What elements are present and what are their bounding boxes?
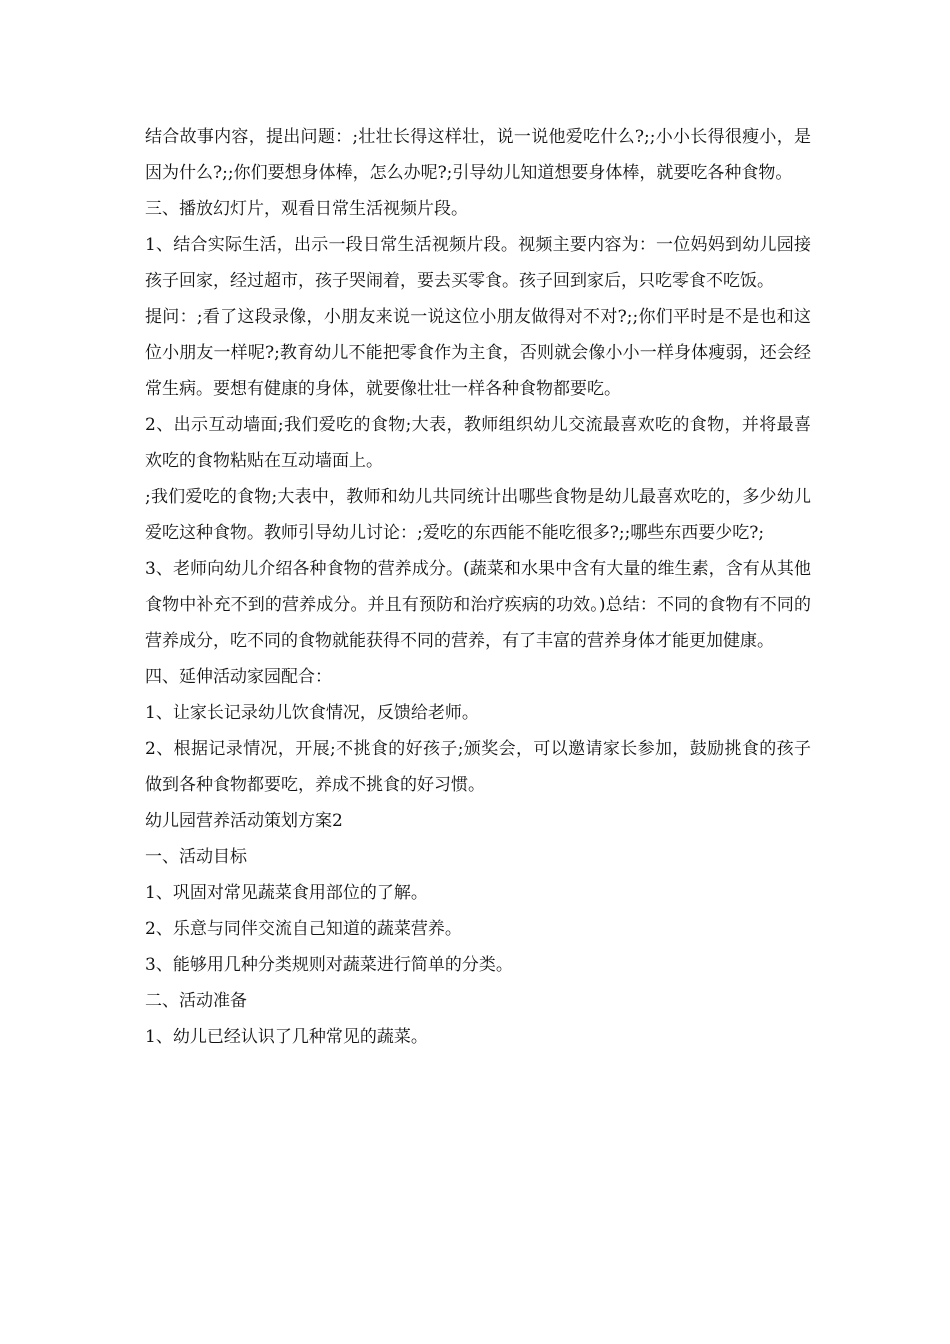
list-item-goal-1: 1、巩固对常见蔬菜食用部位的了解。 xyxy=(145,883,428,903)
paragraph-award-meeting: 2、根据记录情况，开展;不挑食的好孩子;颁奖会，可以邀请家长参加，鼓励挑食的孩子做到各种食物都要吃，养成不挑食的好习惯。 xyxy=(145,739,811,795)
paragraph-video-clip: 1、结合实际生活，出示一段日常生活视频片段。视频主要内容为：一位妈妈到幼儿园接孩子回家，经过超市，孩子哭闹着，要去买零食。孩子回到家后，只吃零食不吃饭。 xyxy=(145,235,811,291)
heading-activity-prep: 二、活动准备 xyxy=(145,991,247,1011)
list-item-goal-3: 3、能够用几种分类规则对蔬菜进行简单的分类。 xyxy=(145,955,513,975)
heading-plan-two: 幼儿园营养活动策划方案2 xyxy=(145,811,343,831)
paragraph-story-questions: 结合故事内容，提出问题：;壮壮长得这样壮，说一说他爱吃什么?;;小小长得很瘦小，是因为什么?;;你们要想身体棒，怎么办呢?;引导幼儿知道想要身体棒，就要吃各种食物。 xyxy=(145,127,811,183)
heading-section-three: 三、播放幻灯片，观看日常生活视频片段。 xyxy=(145,199,468,219)
paragraph-interactive-wall: 2、出示互动墙面;我们爱吃的食物;大表，教师组织幼儿交流最喜欢吃的食物，并将最喜欢吃的食物粘贴在互动墙面上。 xyxy=(145,415,811,471)
list-item-prep-1: 1、幼儿已经认识了几种常见的蔬菜。 xyxy=(145,1027,428,1047)
heading-activity-goals: 一、活动目标 xyxy=(145,847,247,867)
paragraph-questions: 提问：;看了这段录像，小朋友来说一说这位小朋友做得对不对?;;你们平时是不是也和这位小朋友一样呢?;教育幼儿不能把零食作为主食，否则就会像小小一样身体瘦弱，还会经常生病。要想有健康的身体，就要像壮壮一样各种食物都要吃。 xyxy=(145,307,811,399)
paragraph-nutrition-intro: 3、老师向幼儿介绍各种食物的营养成分。(蔬菜和水果中含有大量的维生素，含有从其他食物中补充不到的营养成分。并且有预防和治疗疾病的功效。)总结：不同的食物有不同的营养成分，吃不同的食物就能获得不同的营养，有了丰富的营养身体才能更加健康。 xyxy=(145,559,811,651)
document-page xyxy=(145,119,811,1055)
paragraph-food-statistics: ;我们爱吃的食物;大表中，教师和幼儿共同统计出哪些食物是幼儿最喜欢吃的，多少幼儿爱吃这种食物。教师引导幼儿讨论：;爱吃的东西能不能吃很多?;;哪些东西要少吃?; xyxy=(145,487,811,543)
list-item-goal-2: 2、乐意与同伴交流自己知道的蔬菜营养。 xyxy=(145,919,462,939)
paragraph-parent-record: 1、让家长记录幼儿饮食情况，反馈给老师。 xyxy=(145,703,479,723)
heading-section-four: 四、延伸活动家园配合： xyxy=(145,667,332,687)
